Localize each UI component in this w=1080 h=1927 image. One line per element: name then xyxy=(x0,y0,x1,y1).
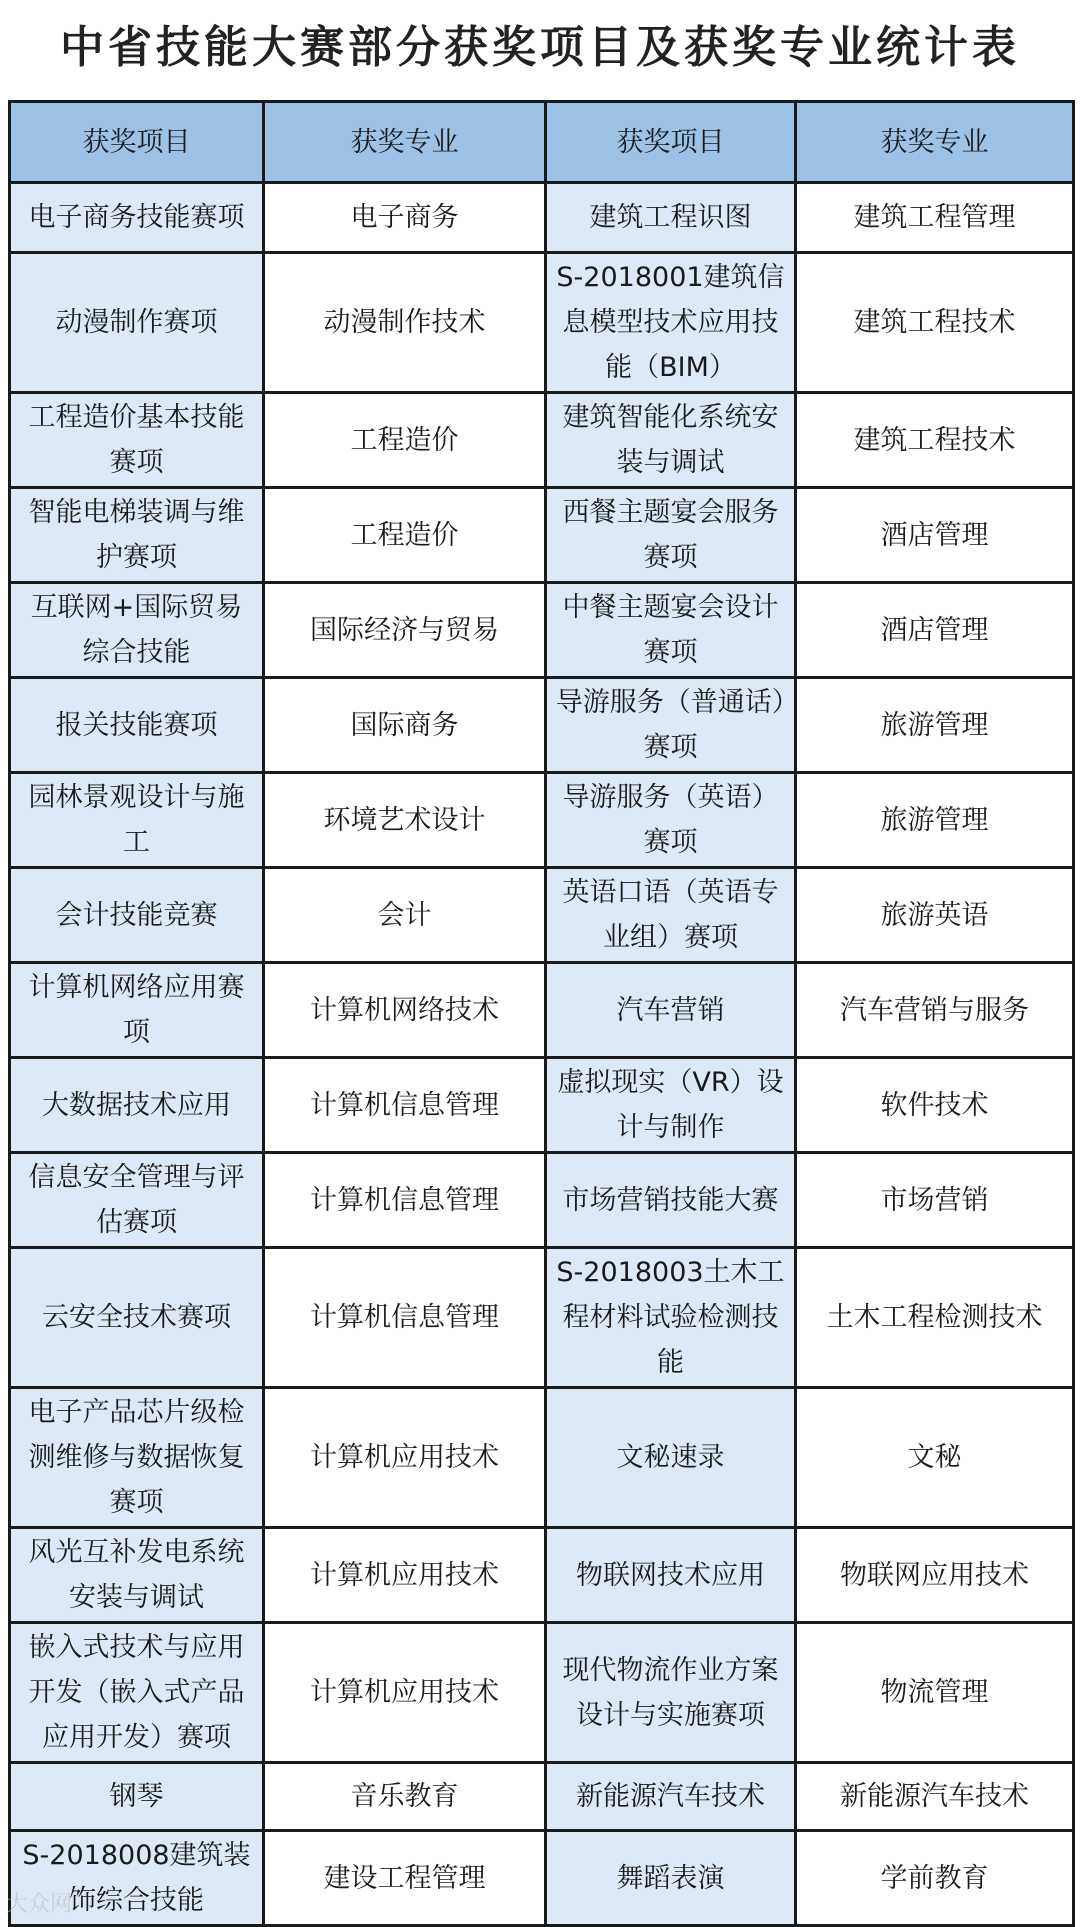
award-major-cell: 国际商务 xyxy=(264,678,546,773)
award-item-cell: 会计技能竞赛 xyxy=(10,868,264,963)
award-major-cell: 学前教育 xyxy=(796,1831,1074,1926)
award-item-cell: 嵌入式技术与应用开发（嵌入式产品应用开发）赛项 xyxy=(10,1623,264,1763)
award-item-cell: S-2018008建筑装饰综合技能 xyxy=(10,1831,264,1926)
award-major-cell: 建筑工程管理 xyxy=(796,183,1074,253)
award-item-cell: 汽车营销 xyxy=(546,963,796,1058)
award-major-cell: 旅游管理 xyxy=(796,678,1074,773)
award-item-cell: 电子产品芯片级检测维修与数据恢复赛项 xyxy=(10,1388,264,1528)
table-row xyxy=(10,488,1074,583)
award-item-cell: 钢琴 xyxy=(10,1763,264,1831)
table-row xyxy=(10,678,1074,773)
award-major-cell: 计算机应用技术 xyxy=(264,1528,546,1623)
award-item-cell: 风光互补发电系统安装与调试 xyxy=(10,1528,264,1623)
award-major-cell: 计算机信息管理 xyxy=(264,1248,546,1388)
award-major-cell: 工程造价 xyxy=(264,488,546,583)
award-item-cell: 动漫制作赛项 xyxy=(10,253,264,393)
award-major-cell: 汽车营销与服务 xyxy=(796,963,1074,1058)
award-major-cell: 动漫制作技术 xyxy=(264,253,546,393)
award-major-cell: 旅游管理 xyxy=(796,773,1074,868)
table-row xyxy=(10,1153,1074,1248)
award-item-cell: 建筑智能化系统安装与调试 xyxy=(546,393,796,488)
award-item-cell: 计算机网络应用赛项 xyxy=(10,963,264,1058)
award-major-cell: 计算机应用技术 xyxy=(264,1388,546,1528)
table-row xyxy=(10,868,1074,963)
award-major-cell: 市场营销 xyxy=(796,1153,1074,1248)
award-major-cell: 酒店管理 xyxy=(796,488,1074,583)
award-item-cell: 市场营销技能大赛 xyxy=(546,1153,796,1248)
header-award-item: 获奖项目 xyxy=(546,102,796,183)
award-major-cell: 建筑工程技术 xyxy=(796,393,1074,488)
award-major-cell: 物联网应用技术 xyxy=(796,1528,1074,1623)
award-major-cell: 软件技术 xyxy=(796,1058,1074,1153)
award-major-cell: 电子商务 xyxy=(264,183,546,253)
award-major-cell: 新能源汽车技术 xyxy=(796,1763,1074,1831)
table-row xyxy=(10,1831,1074,1926)
award-major-cell: 会计 xyxy=(264,868,546,963)
award-major-cell: 计算机信息管理 xyxy=(264,1153,546,1248)
award-major-cell: 计算机信息管理 xyxy=(264,1058,546,1153)
award-item-cell: 电子商务技能赛项 xyxy=(10,183,264,253)
table-row xyxy=(10,773,1074,868)
award-major-cell: 物流管理 xyxy=(796,1623,1074,1763)
award-major-cell: 国际经济与贸易 xyxy=(264,583,546,678)
award-major-cell: 计算机应用技术 xyxy=(264,1623,546,1763)
award-major-cell: 建设工程管理 xyxy=(264,1831,546,1926)
award-major-cell: 计算机网络技术 xyxy=(264,963,546,1058)
award-item-cell: 导游服务（普通话）赛项 xyxy=(546,678,796,773)
table-row xyxy=(10,1058,1074,1153)
award-item-cell: 中餐主题宴会设计赛项 xyxy=(546,583,796,678)
award-item-cell: 西餐主题宴会服务赛项 xyxy=(546,488,796,583)
award-major-cell: 文秘 xyxy=(796,1388,1074,1528)
award-item-cell: 现代物流作业方案设计与实施赛项 xyxy=(546,1623,796,1763)
award-item-cell: 大数据技术应用 xyxy=(10,1058,264,1153)
table-row xyxy=(10,183,1074,253)
award-major-cell: 建筑工程技术 xyxy=(796,253,1074,393)
table-row xyxy=(10,1623,1074,1763)
award-major-cell: 土木工程检测技术 xyxy=(796,1248,1074,1388)
table-body xyxy=(10,183,1074,1926)
award-item-cell: S-2018001建筑信息模型技术应用技能（BIM） xyxy=(546,253,796,393)
award-item-cell: 工程造价基本技能赛项 xyxy=(10,393,264,488)
watermark: 大众网 xyxy=(6,1892,73,1917)
table-row xyxy=(10,1248,1074,1388)
award-item-cell: 英语口语（英语专业组）赛项 xyxy=(546,868,796,963)
award-item-cell: 导游服务（英语）赛项 xyxy=(546,773,796,868)
table-header-row xyxy=(10,102,1074,183)
award-item-cell: S-2018003土木工程材料试验检测技能 xyxy=(546,1248,796,1388)
award-item-cell: 信息安全管理与评估赛项 xyxy=(10,1153,264,1248)
award-item-cell: 新能源汽车技术 xyxy=(546,1763,796,1831)
header-award-item: 获奖项目 xyxy=(10,102,264,183)
award-item-cell: 文秘速录 xyxy=(546,1388,796,1528)
awards-table xyxy=(8,100,1075,1927)
table-row xyxy=(10,583,1074,678)
award-major-cell: 工程造价 xyxy=(264,393,546,488)
table-row xyxy=(10,1763,1074,1831)
table-row xyxy=(10,1388,1074,1528)
award-item-cell: 智能电梯装调与维护赛项 xyxy=(10,488,264,583)
header-award-major: 获奖专业 xyxy=(264,102,546,183)
award-item-cell: 物联网技术应用 xyxy=(546,1528,796,1623)
award-item-cell: 园林景观设计与施工 xyxy=(10,773,264,868)
award-major-cell: 音乐教育 xyxy=(264,1763,546,1831)
table-row xyxy=(10,1528,1074,1623)
award-major-cell: 旅游英语 xyxy=(796,868,1074,963)
header-award-major: 获奖专业 xyxy=(796,102,1074,183)
table-row xyxy=(10,253,1074,393)
award-major-cell: 环境艺术设计 xyxy=(264,773,546,868)
award-item-cell: 云安全技术赛项 xyxy=(10,1248,264,1388)
award-item-cell: 虚拟现实（VR）设计与制作 xyxy=(546,1058,796,1153)
award-item-cell: 互联网+国际贸易综合技能 xyxy=(10,583,264,678)
award-item-cell: 舞蹈表演 xyxy=(546,1831,796,1926)
award-item-cell: 建筑工程识图 xyxy=(546,183,796,253)
page-title: 中省技能大赛部分获奖项目及获奖专业统计表 xyxy=(60,22,1020,73)
award-item-cell: 报关技能赛项 xyxy=(10,678,264,773)
table-row xyxy=(10,393,1074,488)
table-row xyxy=(10,963,1074,1058)
award-major-cell: 酒店管理 xyxy=(796,583,1074,678)
